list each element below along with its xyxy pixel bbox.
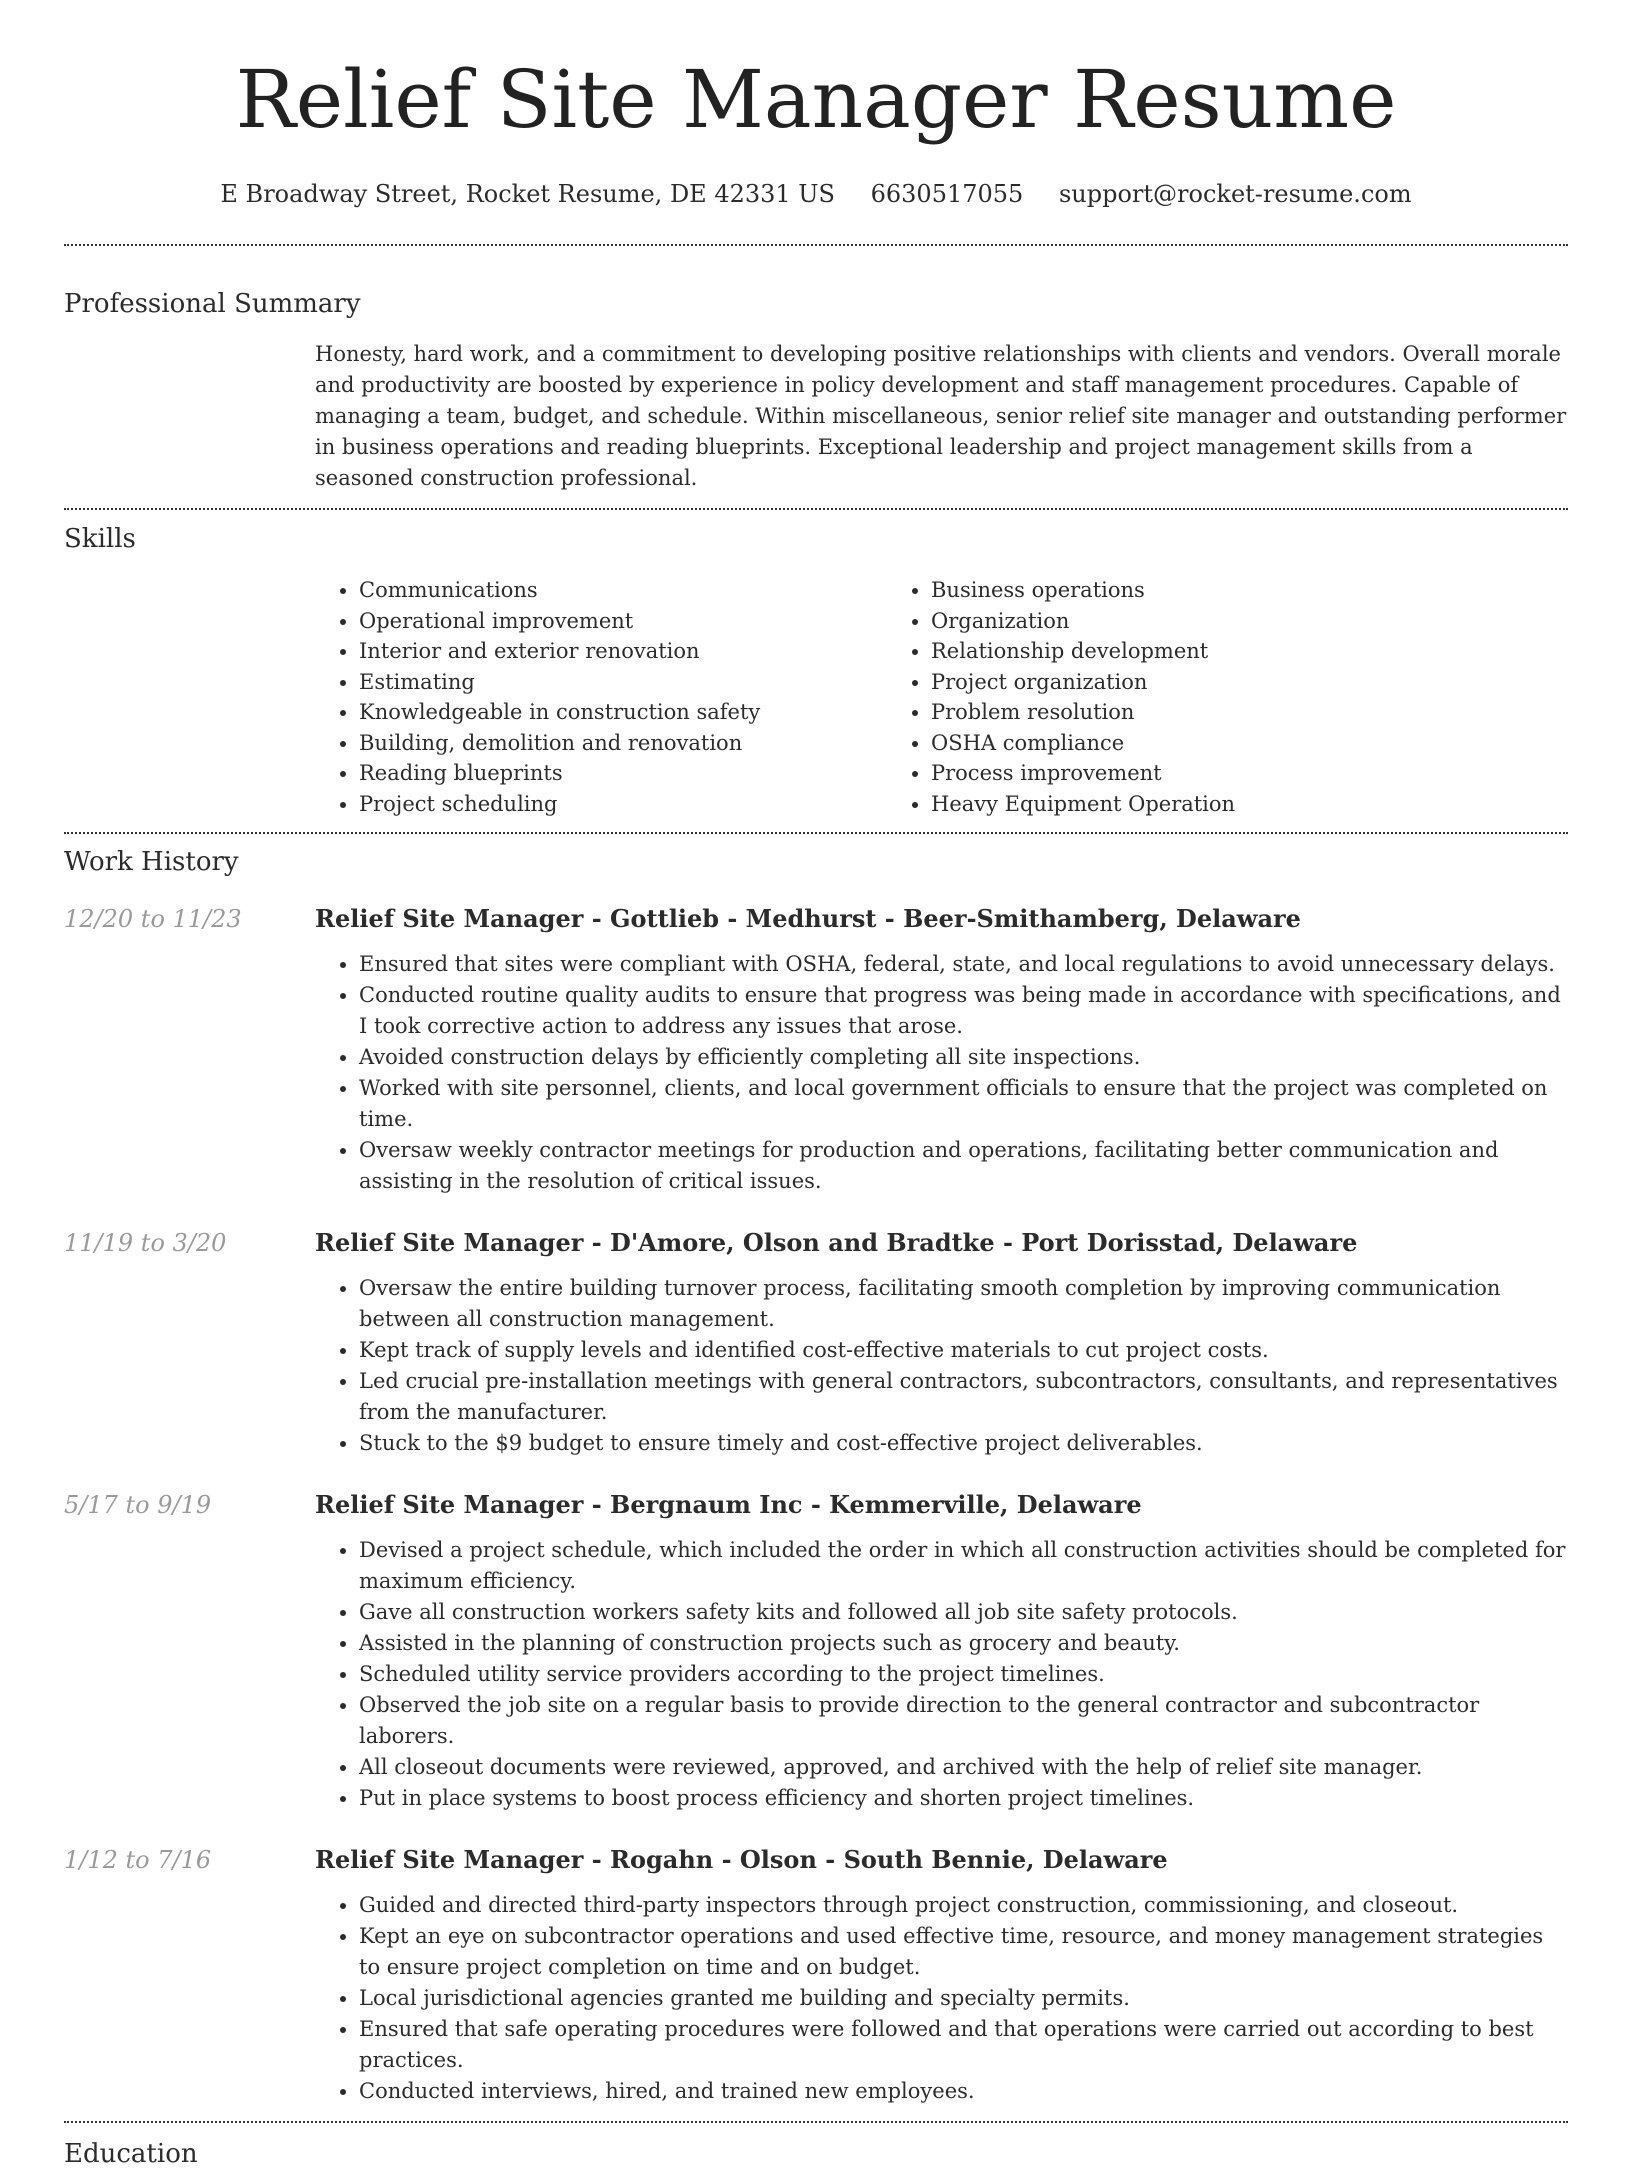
job-body — [315, 903, 1568, 1197]
job-bullet: • Stuck to the $9 budget to ensure timely and cost-effective project deliverables. — [359, 1428, 1568, 1459]
job-bullet: • Conducted interviews, hired, and trained new employees. — [359, 2076, 1568, 2107]
section-divider — [64, 508, 1568, 510]
job-title: Relief Site Manager - Rogahn - Olson - South Bennie, Delaware — [315, 1845, 1168, 1874]
job-entry — [64, 903, 1568, 1197]
job-dates: 12/20 to 11/23 — [64, 905, 242, 933]
contact-email: support@rocket-resume.com — [1058, 180, 1412, 208]
job-bullet: • Ensured that sites were compliant with OSHA, federal, state, and local regulations to avoid unnecessary delays. — [359, 949, 1568, 980]
summary-section — [64, 287, 1568, 494]
job-bullet: • Local jurisdictional agencies granted me building and specialty permits. — [359, 1983, 1568, 2014]
skill-item: • Interior and exterior renovation — [359, 636, 887, 667]
skill-item: • OSHA compliance — [931, 728, 1459, 759]
job-bullet: • Guided and directed third-party inspectors through project construction, commissioning, and closeout. — [359, 1890, 1568, 1921]
skills-column-left — [315, 575, 887, 819]
job-bullet: • Worked with site personnel, clients, and local government officials to ensure that the project was completed on time. — [359, 1073, 1568, 1135]
job-bullets — [315, 1890, 1568, 2107]
job-bullets — [315, 1273, 1568, 1459]
summary-text: Honesty, hard work, and a commitment to developing positive relationships with clients and vendors. Overall morale and productivity are boosted by experience in policy development and staff management procedures. Capable of managing a team, budget, and schedule. Within miscellaneous, senior relief site manager and outstanding performer in business operations and reading blueprints. Exceptional leadership and project management skills from a seasoned construction professional. — [315, 342, 1567, 490]
skill-item: • Building, demolition and renovation — [359, 728, 887, 759]
job-bullet: • Devised a project schedule, which included the order in which all construction activities should be completed for maximum efficiency. — [359, 1535, 1568, 1597]
skill-item: • Project organization — [931, 667, 1459, 698]
job-bullet: • Avoided construction delays by efficiently completing all site inspections. — [359, 1042, 1568, 1073]
skill-item: • Heavy Equipment Operation — [931, 789, 1459, 820]
skills-grid — [315, 575, 1568, 819]
job-bullets — [315, 949, 1568, 1197]
job-entry — [64, 1844, 1568, 2107]
job-bullet: • Assisted in the planning of construction projects such as grocery and beauty. — [359, 1628, 1568, 1659]
job-bullet: • Conducted routine quality audits to ensure that progress was being made in accordance with specifications, and I took corrective action to address any issues that arose. — [359, 980, 1568, 1042]
skills-content — [315, 575, 1568, 819]
job-dates: 1/12 to 7/16 — [64, 1846, 212, 1874]
job-entry — [64, 1489, 1568, 1814]
job-bullet: • Scheduled utility service providers according to the project timelines. — [359, 1659, 1568, 1690]
job-bullet: • Led crucial pre-installation meetings with general contractors, subcontractors, consultants, and representatives from the manufacturer. — [359, 1366, 1568, 1428]
skill-item: • Reading blueprints — [359, 758, 887, 789]
education-section — [64, 2137, 1568, 2171]
job-bullet: • Ensured that safe operating procedures were followed and that operations were carried out according to best practices. — [359, 2014, 1568, 2076]
section-divider — [64, 2121, 1568, 2123]
contact-address: E Broadway Street, Rocket Resume, DE 42331 US — [220, 180, 835, 208]
skill-item: • Business operations — [931, 575, 1459, 606]
job-bullet: • Oversaw weekly contractor meetings for production and operations, facilitating better communication and assisting in the resolution of critical issues. — [359, 1135, 1568, 1197]
resume-title: Relief Site Manager Resume — [235, 53, 1397, 146]
job-entry — [64, 1227, 1568, 1459]
resume-header — [64, 0, 1568, 210]
education-heading: Education — [64, 2139, 198, 2169]
job-body — [315, 1489, 1568, 1814]
job-body — [315, 1844, 1568, 2107]
job-bullet: • Observed the job site on a regular basis to provide direction to the general contractor and subcontractor laborers. — [359, 1690, 1568, 1752]
contact-phone: 6630517055 — [870, 180, 1024, 208]
skill-item: • Relationship development — [931, 636, 1459, 667]
summary-content — [315, 339, 1568, 494]
section-divider — [64, 244, 1568, 246]
job-title: Relief Site Manager - Gottlieb - Medhurst - Beer-Smithamberg, Delaware — [315, 904, 1301, 933]
job-bullets — [315, 1535, 1568, 1814]
job-body — [315, 1227, 1568, 1459]
work-heading: Work History — [64, 847, 239, 877]
job-bullet: • Gave all construction workers safety kits and followed all job site safety protocols. — [359, 1597, 1568, 1628]
skill-item: • Process improvement — [931, 758, 1459, 789]
job-bullet: • Kept an eye on subcontractor operations and used effective time, resource, and money management strategies to ensure project completion on time and on budget. — [359, 1921, 1568, 1983]
skill-item: • Communications — [359, 575, 887, 606]
job-title: Relief Site Manager - Bergnaum Inc - Kemmerville, Delaware — [315, 1490, 1142, 1519]
skill-item: • Knowledgeable in construction safety — [359, 697, 887, 728]
job-dates: 5/17 to 9/19 — [64, 1491, 212, 1519]
skill-item: • Project scheduling — [359, 789, 887, 820]
job-bullet: • Oversaw the entire building turnover process, facilitating smooth completion by improving communication between all construction management. — [359, 1273, 1568, 1335]
skill-item: • Estimating — [359, 667, 887, 698]
summary-heading: Professional Summary — [64, 289, 361, 319]
skills-column-right — [887, 575, 1459, 819]
skills-heading: Skills — [64, 524, 136, 554]
skill-item: • Organization — [931, 606, 1459, 637]
contact-line — [64, 178, 1568, 210]
skills-section — [64, 522, 1568, 819]
job-bullet: • Put in place systems to boost process efficiency and shorten project timelines. — [359, 1783, 1568, 1814]
skill-item: • Problem resolution — [931, 697, 1459, 728]
job-bullet: • Kept track of supply levels and identified cost-effective materials to cut project costs. — [359, 1335, 1568, 1366]
skill-item: • Operational improvement — [359, 606, 887, 637]
job-dates: 11/19 to 3/20 — [64, 1229, 227, 1257]
section-divider — [64, 832, 1568, 834]
job-bullet: • All closeout documents were reviewed, approved, and archived with the help of relief site manager. — [359, 1752, 1568, 1783]
work-section — [64, 845, 1568, 2107]
job-title: Relief Site Manager - D'Amore, Olson and Bradtke - Port Dorisstad, Delaware — [315, 1228, 1358, 1257]
